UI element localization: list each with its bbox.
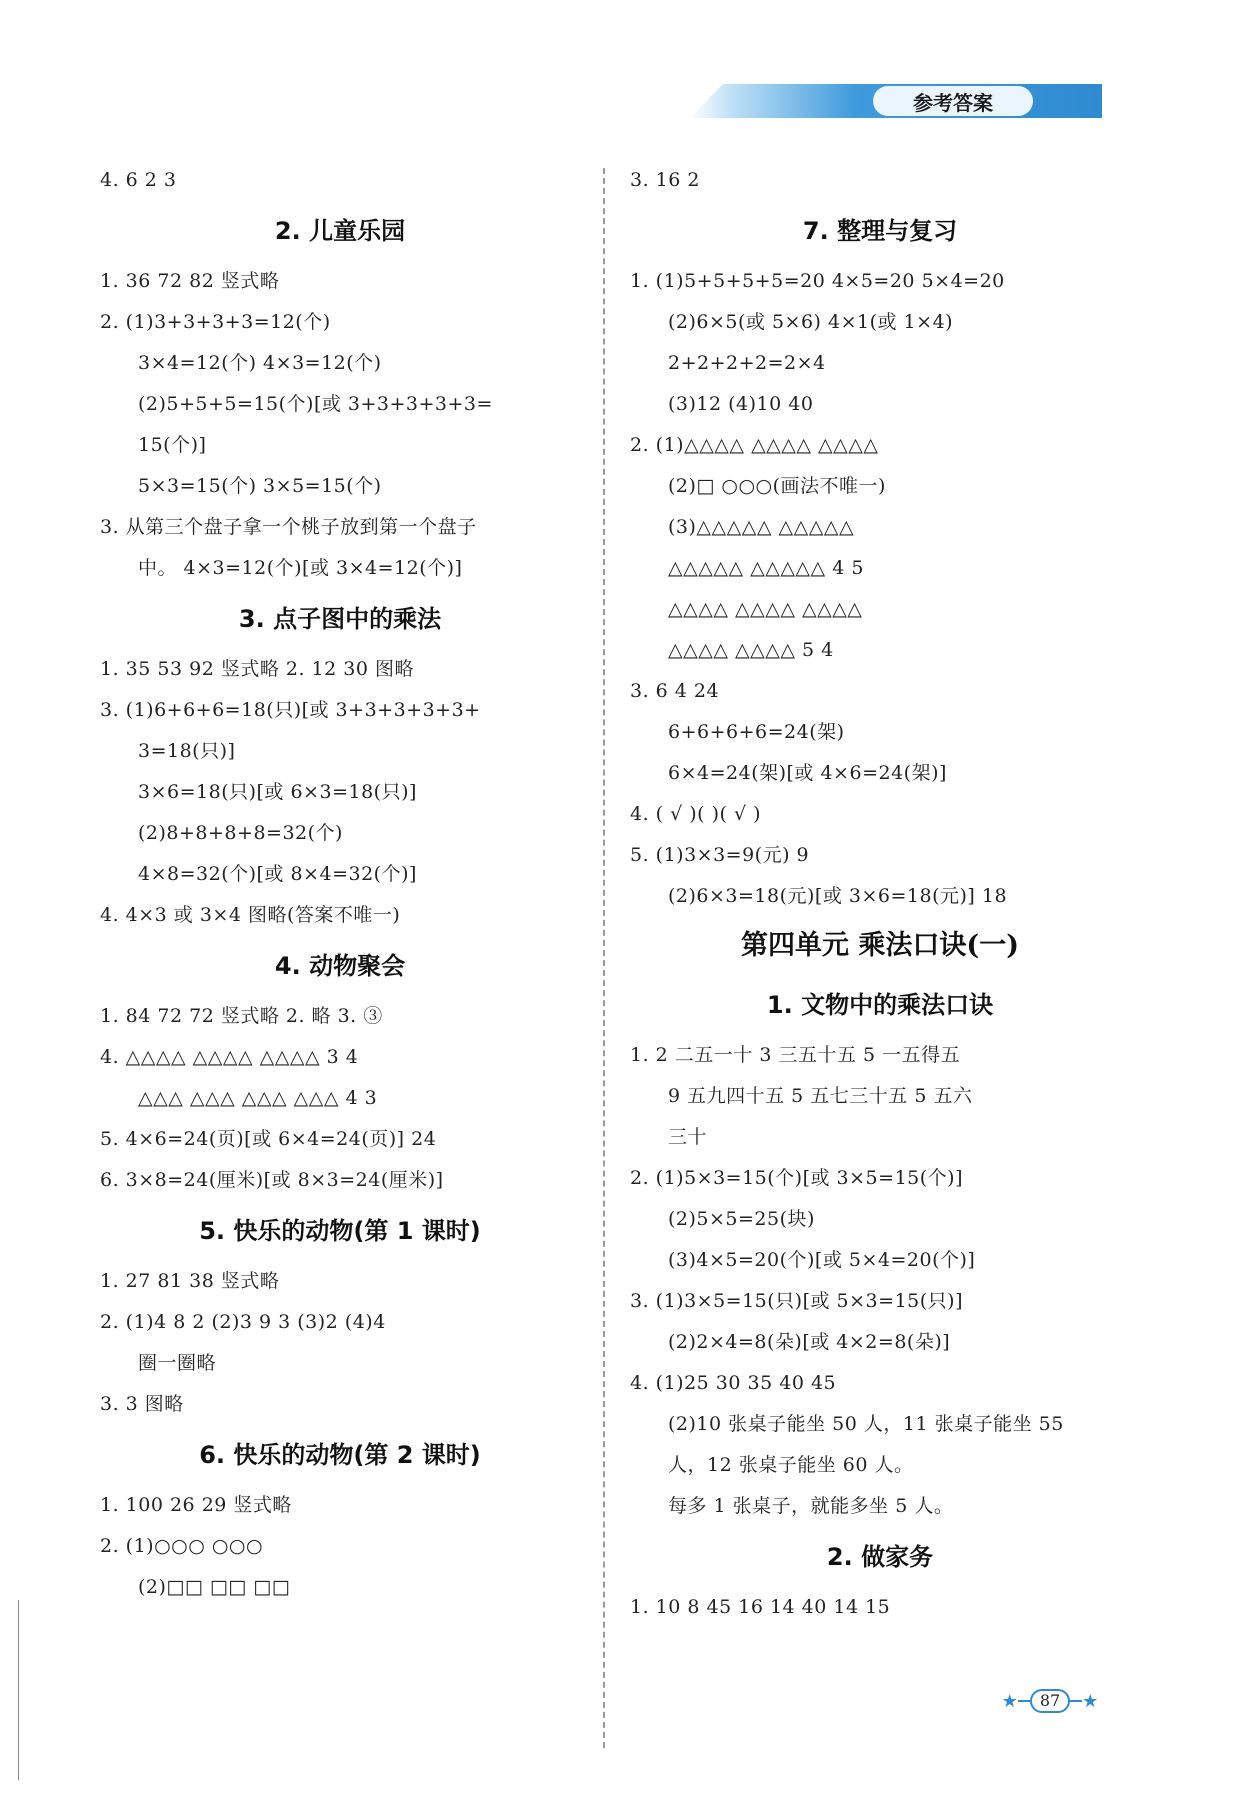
answer-line: 中。 4×3=12(个)[或 3×4=12(个)] [138, 557, 463, 579]
answer-line: 2. (1)4 8 2 (2)3 9 3 (3)2 (4)4 [100, 1311, 386, 1333]
star-icon: ★ [1001, 1690, 1018, 1712]
answer-line: 4. 4×3 或 3×4 图略(答案不唯一) [100, 904, 401, 926]
answer-line: 3. 6 4 24 [630, 680, 720, 702]
answer-line: (3)12 (4)10 40 [668, 393, 814, 415]
left-column [100, 160, 580, 1608]
answer-line: 3. (1)6+6+6=18(只)[或 3+3+3+3+3+ [100, 699, 481, 721]
answer-line: (2)5×5=25(块) [668, 1208, 815, 1230]
answer-line: 3×4=12(个) 4×3=12(个) [138, 352, 382, 374]
answer-line: 1. (1)5+5+5+5=20 4×5=20 5×4=20 [630, 270, 1005, 292]
answer-line: 3×6=18(只)[或 6×3=18(只)] [138, 781, 417, 803]
answer-line: 4. ( √ )( )( √ ) [630, 803, 762, 825]
section-heading: 7. 整理与复习 [802, 217, 958, 245]
unit-title: 第四单元 乘法口诀(一) [741, 930, 1019, 961]
section-heading: 2. 做家务 [826, 1543, 934, 1571]
answer-line: (3)4×5=20(个)[或 5×4=20(个)] [668, 1249, 976, 1271]
answer-line: 6+6+6+6=24(架) [668, 721, 845, 743]
answer-line: 2. (1)3+3+3+3=12(个) [100, 311, 331, 333]
column-divider [603, 168, 605, 1748]
answer-line: 1. 84 72 72 竖式略 2. 略 3. ③ [100, 1005, 383, 1027]
answer-line: 3. 16 2 [630, 169, 700, 191]
answer-line: (2)2×4=8(朵)[或 4×2=8(朵)] [668, 1331, 951, 1353]
section-heading: 4. 动物聚会 [274, 952, 406, 980]
answer-line: 三十 [668, 1126, 708, 1148]
answer-line: 4. △△△△ △△△△ △△△△ 3 4 [100, 1046, 359, 1068]
answer-line: △△△△△ △△△△△ 4 5 [668, 557, 864, 579]
answer-line: △△△△ △△△△ 5 4 [668, 639, 834, 661]
answer-line: 15(个)] [138, 434, 207, 456]
answer-line: 3=18(只)] [138, 740, 236, 762]
decorative-line [1018, 1700, 1030, 1702]
answer-line: 5. 4×6=24(页)[或 6×4=24(页)] 24 [100, 1128, 437, 1150]
section-heading: 2. 儿童乐园 [274, 217, 406, 245]
answer-line: (2)6×3=18(元)[或 3×6=18(元)] 18 [668, 885, 1008, 907]
answer-line: 圈一圈略 [138, 1352, 217, 1374]
answer-line: (2)6×5(或 5×6) 4×1(或 1×4) [668, 311, 954, 333]
star-icon: ★ [1082, 1690, 1099, 1712]
answer-line: 3. (1)3×5=15(只)[或 5×3=15(只)] [630, 1290, 963, 1312]
answer-line: 4×8=32(个)[或 8×4=32(个)] [138, 863, 417, 885]
answer-line: (2)□ ○○○(画法不唯一) [668, 475, 886, 497]
section-label: 参考答案 [873, 86, 1033, 116]
answer-line: 1. 100 26 29 竖式略 [100, 1494, 292, 1516]
answer-line: (2)10 张桌子能坐 50 人，11 张桌子能坐 55 [668, 1413, 1064, 1435]
answer-line: 2. (1)△△△△ △△△△ △△△△ [630, 434, 879, 456]
answer-line: 4. (1)25 30 35 40 45 [630, 1372, 837, 1394]
answer-line: 5. (1)3×3=9(元) 9 [630, 844, 810, 866]
answer-line: 每多 1 张桌子，就能多坐 5 人。 [668, 1495, 954, 1517]
answer-line: (2)8+8+8+8=32(个) [138, 822, 343, 844]
answer-line: 2+2+2+2=2×4 [668, 352, 826, 374]
section-heading: 5. 快乐的动物(第 1 课时) [199, 1217, 481, 1245]
answer-line: 2. (1)5×3=15(个)[或 3×5=15(个)] [630, 1167, 963, 1189]
answer-line: 1. 36 72 82 竖式略 [100, 270, 280, 292]
answer-line: △△△ △△△ △△△ △△△ 4 3 [138, 1087, 378, 1109]
answer-line: 6. 3×8=24(厘米)[或 8×3=24(厘米)] [100, 1169, 444, 1191]
answer-line: 1. 35 53 92 竖式略 2. 12 30 图略 [100, 658, 414, 680]
answer-line: 1. 10 8 45 16 14 40 14 15 [630, 1596, 891, 1618]
right-column [630, 160, 1130, 1628]
answer-line: 2. (1)○○○ ○○○ [100, 1535, 264, 1557]
answer-line: 3. 从第三个盘子拿一个桃子放到第一个盘子 [100, 516, 477, 538]
answer-line: 4. 6 2 3 [100, 169, 177, 191]
answer-line: 人，12 张桌子能坐 60 人。 [668, 1454, 914, 1476]
answer-line: (3)△△△△△ △△△△△ [668, 516, 855, 538]
decorative-line [1070, 1700, 1082, 1702]
answer-line: 5×3=15(个) 3×5=15(个) [138, 475, 382, 497]
answer-line: 3. 3 图略 [100, 1393, 184, 1415]
answer-line: 9 五九四十五 5 五七三十五 5 五六 [668, 1085, 973, 1107]
section-heading: 3. 点子图中的乘法 [238, 605, 442, 633]
answer-line: 1. 27 81 38 竖式略 [100, 1270, 280, 1292]
section-heading: 1. 文物中的乘法口诀 [766, 991, 994, 1019]
page-edge [18, 1600, 19, 1780]
page-number [1000, 1689, 1100, 1713]
answer-line: 1. 2 二五一十 3 三五十五 5 一五得五 [630, 1044, 961, 1066]
page-number-label: 87 [1030, 1689, 1070, 1713]
answer-line: 6×4=24(架)[或 4×6=24(架)] [668, 762, 947, 784]
answer-line: △△△△ △△△△ △△△△ [668, 598, 863, 620]
answer-line: (2)□□ □□ □□ [138, 1576, 291, 1598]
section-heading: 6. 快乐的动物(第 2 课时) [199, 1441, 481, 1469]
answer-line: (2)5+5+5=15(个)[或 3+3+3+3+3= [138, 393, 493, 415]
